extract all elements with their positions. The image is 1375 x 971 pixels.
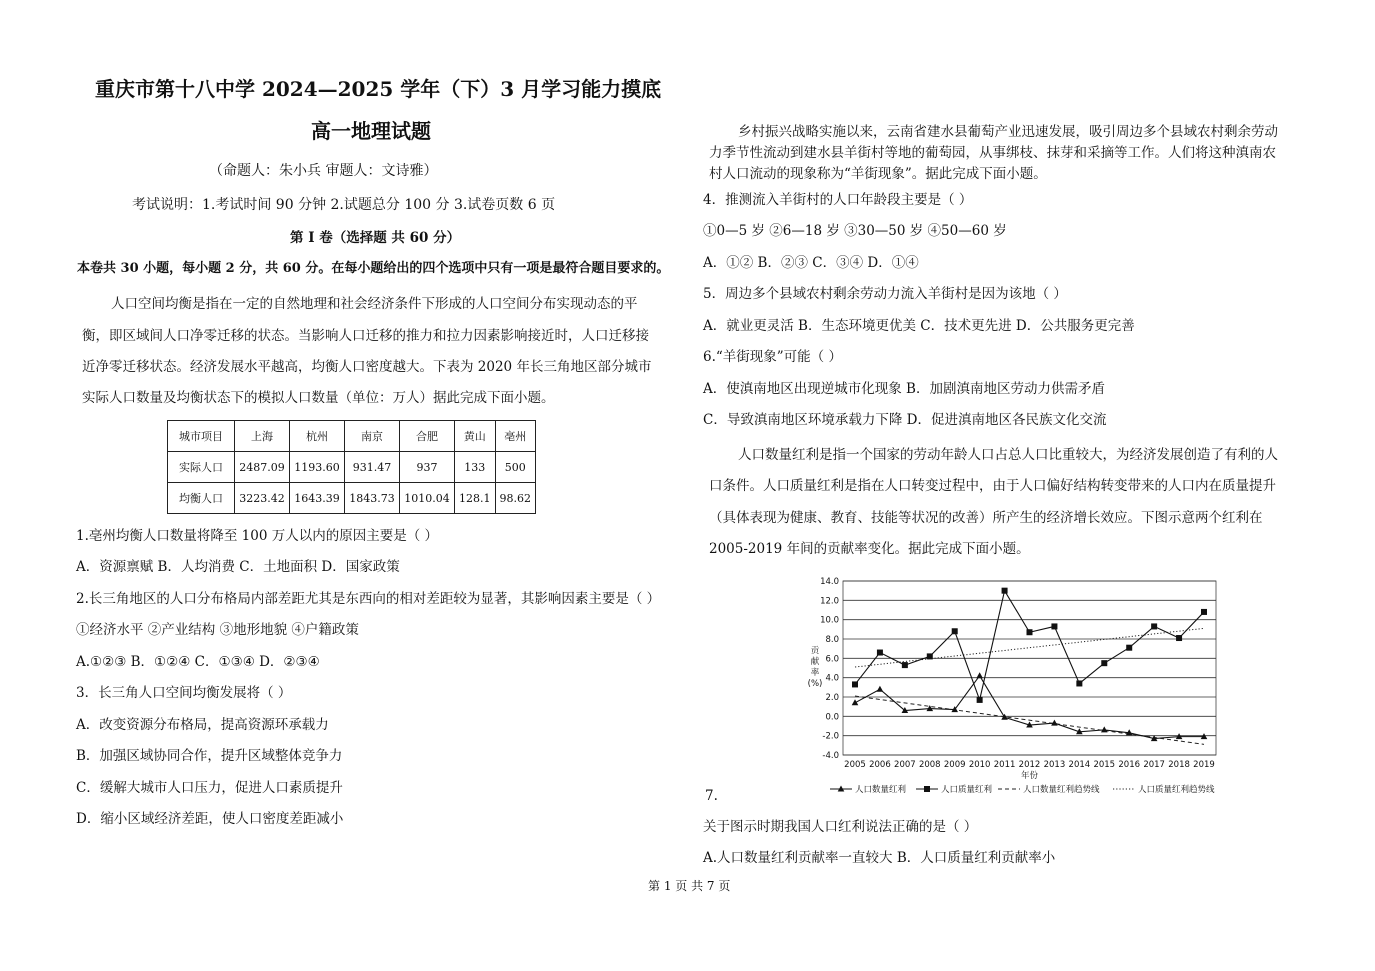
x-tick-label: 2006 (869, 760, 891, 770)
table-cell: 1843.73 (345, 483, 400, 514)
y-axis-label: 贡 (810, 646, 820, 656)
x-tick-label: 2009 (943, 760, 966, 770)
table-cell: 上海 (235, 421, 290, 452)
question-options: A．①② B．②③ C．③④ D．①④ (703, 255, 919, 271)
table-cell: 128.1 (455, 483, 496, 514)
passage3-line: 2005-2019 年间的贡献率变化。据此完成下面小题。 (709, 541, 1030, 557)
question-options: A．就业更灵活 B．生态环境更优美 C．技术更先进 D．公共服务更完善 (703, 318, 1135, 334)
table-cell: 937 (400, 452, 455, 483)
quantity-point (852, 699, 859, 705)
quality-point (1076, 680, 1082, 686)
quality-dividend-line (855, 591, 1204, 700)
x-tick-label: 2011 (993, 760, 1016, 770)
y-tick-label: -4.0 (822, 751, 839, 761)
table-cell: 1643.39 (290, 483, 345, 514)
question-number: 7. (705, 788, 718, 804)
y-tick-label: 10.0 (820, 615, 839, 626)
y-tick-label: 4.0 (825, 673, 839, 684)
question-options: A.①②③ B．①②④ C．①③④ D．②③④ (76, 654, 320, 670)
passage1-line: 实际人口数量及均衡状态下的模拟人口数量（单位：万人）据此完成下面小题。 (82, 390, 555, 406)
y-tick-label: 14.0 (820, 577, 839, 587)
table-row (168, 452, 536, 483)
question-options: A．使滇南地区出现逆城市化现象 B．加剧滇南地区劳动力供需矛盾 (703, 381, 1105, 397)
quality-point (852, 681, 858, 687)
passage2-line: 村人口流动的现象称为“羊街现象”。据此完成下面小题。 (709, 166, 1047, 182)
y-tick-label: 12.0 (820, 596, 839, 607)
quantity-point (1101, 726, 1108, 732)
passage1-line: 人口空间均衡是指在一定的自然地理和社会经济条件下形成的人口空间分布实现动态的平 (111, 296, 638, 312)
y-tick-label: -2.0 (822, 731, 839, 742)
table-cell: 1193.60 (290, 452, 345, 483)
quality-point (1201, 609, 1207, 615)
x-tick-label: 2019 (1193, 760, 1215, 770)
x-tick-label: 2013 (1043, 760, 1066, 770)
table-cell: 500 (495, 452, 536, 483)
question-line: 1.亳州均衡人口数量将降至 100 万人以内的原因主要是（ ） (76, 528, 439, 544)
quality-point (977, 697, 983, 703)
table-cell: 931.47 (345, 452, 400, 483)
question-option: B．加强区域协同合作，提升区域整体竞争力 (76, 748, 343, 764)
passage2-line: 乡村振兴战略实施以来，云南省建水县葡萄产业迅速发展，吸引周边多个县域农村剩余劳动 (738, 124, 1278, 140)
quality-point (1051, 623, 1057, 629)
quality-point (877, 650, 883, 656)
quality-point (1027, 629, 1033, 635)
exam-subtitle: 高一地理试题 (311, 119, 431, 143)
question-options: A.人口数量红利贡献率一直较大 B．人口质量红利贡献率小 (703, 850, 1056, 866)
y-axis-label: 率 (810, 668, 820, 678)
question-line: 5．周边多个县域农村剩余劳动力流入羊街村是因为该地（ ） (703, 286, 1067, 302)
quality-point (1126, 645, 1132, 651)
y-axis-label: (%) (807, 679, 823, 689)
question-line: 关于图示时期我国人口红利说法正确的是（ ） (703, 819, 978, 835)
page-footer: 第 1 页 共 7 页 (648, 879, 731, 893)
quality-point (952, 628, 958, 634)
question-line: 4．推测流入羊街村的人口年龄段主要是（ ） (703, 192, 973, 208)
table-cell: 南京 (345, 421, 400, 452)
plot-frame (843, 581, 1216, 755)
table-row (168, 483, 536, 514)
question-line: 3．长三角人口空间均衡发展将（ ） (76, 685, 292, 701)
table-cell: 城市项目 (168, 421, 235, 452)
quantity-point (976, 672, 983, 678)
passage1-line: 衡，即区域间人口净零迁移的状态。当影响人口迁移的推力和拉力因素影响接近时，人口迁移接 (82, 328, 649, 344)
quality-point (902, 662, 908, 668)
population-table (167, 420, 536, 514)
quality-point (1101, 660, 1107, 666)
table-cell: 亳州 (495, 421, 536, 452)
demographic-dividend-chart (800, 574, 1240, 802)
quantity-dividend-line (855, 676, 1204, 739)
legend-quality-trend-label: 人口质量红利趋势线 (1138, 785, 1215, 795)
x-tick-label: 2018 (1168, 760, 1190, 770)
passage3-line: 人口数量红利是指一个国家的劳动年龄人口占总人口比重较大，为经济发展创造了有利的人 (738, 447, 1278, 463)
legend-quantity-label: 人口数量红利 (855, 785, 907, 795)
legend-quality-marker (924, 786, 930, 792)
section-heading: 第 I 卷（选择题 共 60 分） (290, 230, 461, 246)
question-options: C．导致滇南地区环境承载力下降 D．促进滇南地区各民族文化交流 (703, 412, 1107, 428)
y-tick-label: 2.0 (825, 693, 839, 703)
exam-note: 考试说明：1.考试时间 90 分钟 2.试题总分 100 分 3.试卷页数 6 页 (132, 197, 556, 213)
legend-quantity-trend-label: 人口数量红利趋势线 (1023, 785, 1100, 795)
question-option: C．缓解大城市人口压力，促进人口素质提升 (76, 780, 343, 796)
passage3-line: 口条件。人口质量红利是指在人口转变过程中，由于人口偏好结构转变带来的人口内在质量提升 (709, 478, 1276, 494)
x-tick-label: 2015 (1093, 760, 1116, 770)
x-tick-label: 2007 (894, 760, 916, 770)
table-cell: 实际人口 (168, 452, 235, 483)
x-tick-label: 2008 (918, 760, 941, 770)
question-options: A．资源禀赋 B．人均消费 C．土地面积 D．国家政策 (76, 559, 400, 575)
table-cell: 2487.09 (235, 452, 290, 483)
table-cell: 133 (455, 452, 496, 483)
y-axis-label: 献 (810, 657, 820, 667)
y-tick-label: 8.0 (825, 635, 839, 645)
table-cell: 均衡人口 (168, 483, 235, 514)
exam-title: 重庆市第十八中学 2024—2025 学年（下）3 月学习能力摸底 (95, 77, 662, 101)
x-tick-label: 2014 (1068, 760, 1091, 770)
quantity-trend-line (855, 696, 1204, 744)
table-header-row (168, 421, 536, 452)
table-cell: 98.62 (495, 483, 536, 514)
quality-point (1002, 588, 1008, 594)
x-tick-label: 2016 (1118, 760, 1141, 770)
passage1-line: 近净零迁移状态。经济发展水平越高，均衡人口密度越大。下表为 2020 年长三角地区部分城市 (82, 359, 652, 375)
passage2-line: 力季节性流动到建水县羊街村等地的葡萄园，从事绑枝、抹芽和采摘等工作。人们将这种滇南农 (709, 145, 1276, 161)
x-axis-label: 年份 (1020, 771, 1039, 781)
x-tick-label: 2010 (968, 760, 991, 770)
quality-point (1151, 623, 1157, 629)
table-cell: 杭州 (290, 421, 345, 452)
question-line: ①经济水平 ②产业结构 ③地形地貌 ④户籍政策 (76, 622, 359, 638)
x-tick-label: 2017 (1143, 760, 1165, 770)
question-line: 6.“羊街现象”可能（ ） (703, 349, 842, 365)
x-tick-label: 2012 (1018, 760, 1041, 770)
question-option: A．改变资源分布格局，提高资源环承载力 (76, 717, 329, 733)
quality-point (927, 653, 933, 659)
author-line: （命题人：朱小兵 审题人：文诗雅） (209, 163, 438, 179)
section-instructions: 本卷共 30 小题，每小题 2 分，共 60 分。在每小题给出的四个选项中只有一项是最符合题目要求的。 (77, 261, 670, 276)
table-cell: 黄山 (455, 421, 496, 452)
table-cell: 合肥 (400, 421, 455, 452)
passage3-line: （具体表现为健康、教育、技能等状况的改善）所产生的经济增长效应。下图示意两个红利在 (709, 510, 1263, 526)
x-tick-label: 2005 (844, 760, 866, 770)
table-cell: 1010.04 (400, 483, 455, 514)
question-option: D．缩小区域经济差距，使人口密度差距减小 (76, 811, 344, 827)
y-tick-label: 6.0 (825, 654, 839, 665)
question-line: ①0—5 岁 ②6—18 岁 ③30—50 岁 ④50—60 岁 (703, 223, 1007, 239)
quantity-point (1051, 720, 1058, 726)
legend-quality-label: 人口质量红利 (941, 785, 993, 795)
table-cell: 3223.42 (235, 483, 290, 514)
quantity-point (877, 686, 884, 692)
y-tick-label: 0.0 (825, 712, 839, 723)
quality-point (1176, 635, 1182, 641)
question-line: 2.长三角地区的人口分布格局内部差距尤其是东西向的相对差距较为显著，其影响因素主要是（ ） (76, 591, 661, 607)
